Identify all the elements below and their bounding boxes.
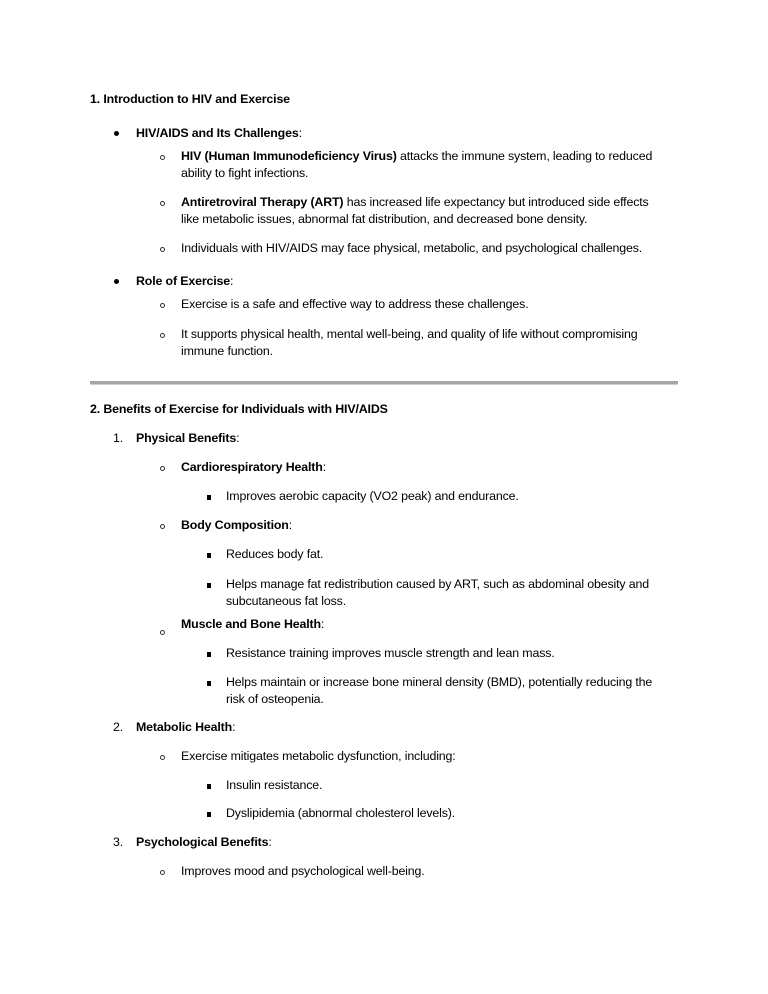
circle-bullet-icon	[160, 630, 165, 635]
circle-bullet-icon	[160, 201, 165, 206]
list-number: 1.	[113, 431, 124, 445]
list-item: Individuals with HIV/AIDS may face physical, metabolic, and psychological challenges.	[181, 241, 643, 255]
list-item: Improves aerobic capacity (VO2 peak) and endurance.	[226, 489, 519, 503]
list-item-heading: Role of Exercise:	[136, 274, 234, 288]
horizontal-rule	[90, 381, 678, 385]
list-number: 3.	[113, 835, 124, 849]
list-item-continuation: subcutaneous fat loss.	[226, 594, 346, 608]
list-item-heading: Metabolic Health:	[136, 720, 236, 734]
circle-bullet-icon	[160, 755, 165, 760]
list-item: Antiretroviral Therapy (ART) has increased life expectancy but introduced side effects	[181, 195, 649, 209]
list-item: Exercise mitigates metabolic dysfunction, including:	[181, 749, 456, 763]
square-bullet-icon	[207, 583, 211, 588]
list-item-heading: Psychological Benefits:	[136, 835, 272, 849]
list-item-heading: Muscle and Bone Health:	[181, 617, 325, 631]
list-item: HIV (Human Immunodeficiency Virus) attacks the immune system, leading to reduced	[181, 149, 653, 163]
square-bullet-icon	[207, 784, 211, 789]
list-item: Helps manage fat redistribution caused by ART, such as abdominal obesity and	[226, 577, 649, 591]
list-item: Exercise is a safe and effective way to address these challenges.	[181, 297, 529, 311]
list-item: Resistance training improves muscle strength and lean mass.	[226, 646, 555, 660]
square-bullet-icon	[207, 652, 211, 657]
list-number: 2.	[113, 720, 124, 734]
circle-bullet-icon	[160, 155, 165, 160]
bullet-icon	[114, 131, 119, 136]
list-item: Improves mood and psychological well-being.	[181, 864, 425, 878]
circle-bullet-icon	[160, 466, 165, 471]
list-item: Dyslipidemia (abnormal cholesterol levels).	[226, 806, 456, 820]
list-item: Reduces body fat.	[226, 547, 324, 561]
square-bullet-icon	[207, 812, 211, 817]
list-item-continuation: ability to fight infections.	[181, 166, 309, 180]
list-item: Insulin resistance.	[226, 778, 323, 792]
circle-bullet-icon	[160, 247, 165, 252]
square-bullet-icon	[207, 495, 211, 500]
list-item-heading: Body Composition:	[181, 518, 293, 532]
square-bullet-icon	[207, 553, 211, 558]
list-item: It supports physical health, mental well-being, and quality of life without compromising	[181, 327, 638, 341]
section-heading: 2. Benefits of Exercise for Individuals with HIV/AIDS	[90, 402, 388, 416]
list-item: Helps maintain or increase bone mineral density (BMD), potentially reducing the	[226, 675, 653, 689]
circle-bullet-icon	[160, 870, 165, 875]
list-item-heading: Cardiorespiratory Health:	[181, 460, 326, 474]
list-item-continuation: immune function.	[181, 344, 273, 358]
section-heading: 1. Introduction to HIV and Exercise	[90, 92, 290, 106]
circle-bullet-icon	[160, 333, 165, 338]
circle-bullet-icon	[160, 303, 165, 308]
square-bullet-icon	[207, 681, 211, 686]
list-item-heading: HIV/AIDS and Its Challenges:	[136, 126, 302, 140]
list-item-continuation: like metabolic issues, abnormal fat distribution, and decreased bone density.	[181, 212, 588, 226]
circle-bullet-icon	[160, 524, 165, 529]
list-item-continuation: risk of osteopenia.	[226, 692, 324, 706]
list-item-heading: Physical Benefits:	[136, 431, 240, 445]
bullet-icon	[114, 279, 119, 284]
